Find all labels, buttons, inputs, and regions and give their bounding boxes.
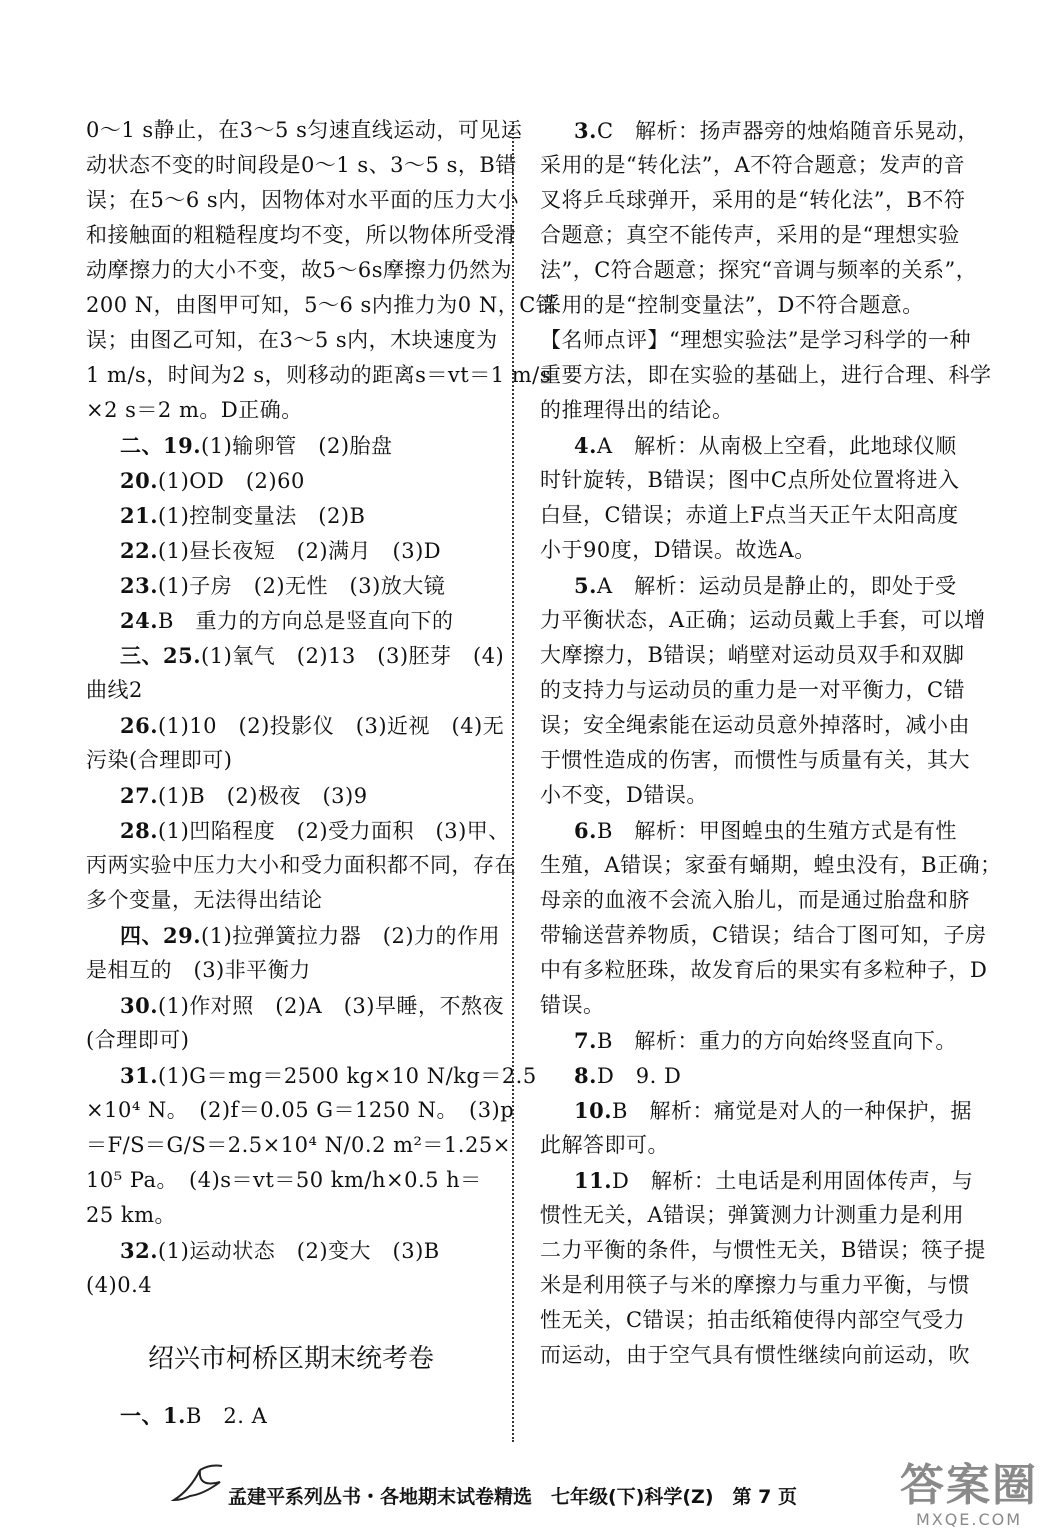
answer-text: B 重力的方向总是竖直向下的 <box>158 609 454 633</box>
answer-line <box>86 1403 496 1428</box>
question-number: 3. <box>574 118 597 143</box>
text-line: 米是利用筷子与米的摩擦力与重力平衡，与惯 <box>540 1273 970 1297</box>
right-column <box>540 118 1002 1378</box>
answer-line <box>86 538 496 563</box>
answer-text: (1)控制变量法 (2)B <box>158 504 366 528</box>
question-number: 24. <box>120 608 159 633</box>
question-number: 31. <box>120 1063 159 1088</box>
text-line: 小不变，D错误。 <box>540 783 708 807</box>
answer-line <box>86 573 496 598</box>
answer-line <box>540 818 957 843</box>
text-line: (合理即可) <box>86 1028 190 1052</box>
question-number: 7. <box>574 1028 597 1053</box>
watermark-logo <box>900 1462 1038 1529</box>
text-line: 1 m/s，时间为2 s，则移动的距离s＝vt＝1 m/s <box>86 363 551 387</box>
answer-text: D 解析：土电话是利用固体传声，与 <box>612 1169 974 1193</box>
text-line: 误；由图乙可知，在3～5 s内，木块速度为 <box>86 328 498 352</box>
answer-text: (1)OD (2)60 <box>158 469 305 493</box>
answer-text: B 2. A <box>185 1404 268 1428</box>
text-line: 的推理得出的结论。 <box>540 398 734 422</box>
answer-line <box>540 1028 957 1053</box>
left-column <box>86 118 558 1438</box>
question-number: 二、19. <box>120 433 202 458</box>
answer-line <box>540 433 957 458</box>
text-line: 小于90度，D错误。故选A。 <box>540 538 816 562</box>
answer-text: (1)凹陷程度 (2)受力面积 (3)甲、 <box>158 819 510 843</box>
text-line: 于惯性造成的伤害，而惯性与质量有关，其大 <box>540 748 970 772</box>
text-line: 白昼，C错误；赤道上F点当天正午太阳高度 <box>540 503 959 527</box>
text-line: 25 km。 <box>86 1203 177 1227</box>
text-line: 错误。 <box>540 993 605 1017</box>
answer-line <box>86 1238 496 1263</box>
question-number: 10. <box>574 1098 613 1123</box>
text-line: 10⁵ Pa。 (4)s＝vt＝50 km/h×0.5 h＝ <box>86 1168 482 1192</box>
text-line: 200 N，由图甲可知，5～6 s内推力为0 N，C错 <box>86 293 558 317</box>
text-line: 重要方法，即在实验的基础上，进行合理、科学 <box>540 363 992 387</box>
question-number: 8. <box>574 1063 597 1088</box>
answer-text: C 解析：扬声器旁的烛焰随音乐晃动， <box>596 119 980 143</box>
text-line: 丙两实验中压力大小和受力面积都不同，存在 <box>86 853 516 877</box>
text-line: 0～1 s静止，在3～5 s匀速直线运动，可见运 <box>86 118 523 142</box>
watermark-url: MXQE.COM <box>915 1510 1023 1529</box>
answer-line <box>86 1063 537 1088</box>
answer-text: (1)作对照 (2)A (3)早睡，不熬夜 <box>158 994 504 1018</box>
answer-line <box>86 468 496 493</box>
answer-line <box>540 1168 974 1193</box>
answer-line <box>86 503 496 528</box>
text-line: 中有多粒胚珠，故发育后的果实有多粒种子，D <box>540 958 988 982</box>
text-line: 叉将乒乓球弹开，采用的是“转化法”，B不符 <box>540 188 966 212</box>
text-line: 采用的是“控制变量法”，D不符合题意。 <box>540 293 924 317</box>
text-line: 的支持力与运动员的重力是一对平衡力，C错 <box>540 678 966 702</box>
answer-text: B 解析：甲图蝗虫的生殖方式是有性 <box>596 819 957 843</box>
text-line: 污染(合理即可) <box>86 748 233 772</box>
question-number: 5. <box>574 573 597 598</box>
answer-line <box>86 923 501 948</box>
text-line: 误；在5～6 s内，因物体对水平面的压力大小 <box>86 188 520 212</box>
text-line: 而运动，由于空气具有惯性继续向前运动，吹 <box>540 1343 970 1367</box>
text-line: ×10⁴ N。 (2)f＝0.05 G＝1250 N。 (3)p <box>86 1098 515 1122</box>
text-line: 动状态不变的时间段是0～1 s、3～5 s，B错 <box>86 153 517 177</box>
text-line: 性无关，C错误；拍击纸箱使得内部空气受力 <box>540 1308 966 1332</box>
answer-text: D 9. D <box>596 1064 682 1088</box>
question-number: 27. <box>120 783 159 808</box>
answer-text: (1)B (2)极夜 (3)9 <box>158 784 368 808</box>
answer-line <box>540 1098 972 1123</box>
column-divider <box>512 122 514 1442</box>
answer-line <box>86 993 504 1018</box>
answer-line <box>540 573 957 598</box>
text-line: 曲线2 <box>86 678 143 702</box>
question-number: 26. <box>120 713 159 738</box>
answer-text: B 解析：重力的方向始终竖直向下。 <box>596 1029 957 1053</box>
text-line: 力平衡状态，A正确；运动员戴上手套，可以增 <box>540 608 986 632</box>
text-line: 和接触面的粗糙程度均不变，所以物体所受滑 <box>86 223 516 247</box>
watermark-title: 答案圈 <box>900 1460 1038 1511</box>
text-line: ×2 s＝2 m。D正确。 <box>86 398 303 422</box>
answer-text: A 解析：运动员是静止的，即处于受 <box>596 574 957 598</box>
question-number: 28. <box>120 818 159 843</box>
answer-text: (1)拉弹簧拉力器 (2)力的作用 <box>201 924 501 948</box>
question-number: 6. <box>574 818 597 843</box>
answer-line <box>540 1063 950 1088</box>
answer-line <box>86 783 496 808</box>
text-line: 时针旋转，B错误；图中C点所处位置将进入 <box>540 468 960 492</box>
text-line: 【名师点评】“理想实验法”是学习科学的一种 <box>540 328 971 352</box>
answer-text: (1)G＝mg＝2500 kg×10 N/kg＝2.5 <box>158 1064 537 1088</box>
answer-text: (1)昼长夜短 (2)满月 (3)D <box>158 539 442 563</box>
answer-line <box>86 643 505 668</box>
text-line: 带输送营养物质，C错误；结合丁图可知，子房 <box>540 923 987 947</box>
text-line: 生殖，A错误；家蚕有蛹期，蝗虫没有，B正确； <box>540 853 1002 877</box>
text-line: 母亲的血液不会流入胎儿，而是通过胎盘和脐 <box>540 888 970 912</box>
answer-text: (1)氧气 (2)13 (3)胚芽 (4) <box>201 644 505 668</box>
answer-line <box>540 118 980 143</box>
text-line: ＝F/S＝G/S＝2.5×10⁴ N/0.2 m²＝1.25× <box>86 1133 511 1157</box>
text-line: 法”，C符合题意；探究“音调与频率的关系”， <box>540 258 978 282</box>
answer-text: B 解析：痛觉是对人的一种保护，据 <box>612 1099 972 1123</box>
text-line: 二力平衡的条件，与惯性无关，B错误；筷子提 <box>540 1238 986 1262</box>
answer-line <box>86 818 510 843</box>
text-line: 惯性无关，A错误；弹簧测力计测重力是利用 <box>540 1203 965 1227</box>
question-number: 30. <box>120 993 159 1018</box>
question-number: 一、1. <box>120 1403 186 1428</box>
question-number: 22. <box>120 538 159 563</box>
answer-text: (1)子房 (2)无性 (3)放大镜 <box>158 574 446 598</box>
footer-text: 孟建平系列丛书・各地期末试卷精选 七年级(下)科学(Z) 第 7 页 <box>228 1486 797 1508</box>
text-line: 动摩擦力的大小不变，故5～6s摩擦力仍然为 <box>86 258 512 282</box>
text-line: 是相互的 (3)非平衡力 <box>86 958 311 982</box>
text-line: 采用的是“转化法”，A不符合题意；发声的音 <box>540 153 966 177</box>
question-number: 4. <box>574 433 597 458</box>
text-line: 多个变量，无法得出结论 <box>86 888 323 912</box>
question-number: 四、29. <box>120 923 202 948</box>
question-number: 32. <box>120 1238 159 1263</box>
section-title: 绍兴市柯桥区期末统考卷 <box>147 1344 434 1374</box>
answer-line <box>86 713 505 738</box>
text-line: 大摩擦力，B错误；峭壁对运动员双手和双脚 <box>540 643 965 667</box>
question-number: 三、25. <box>120 643 202 668</box>
text-line: (4)0.4 <box>86 1273 153 1297</box>
answer-text: (1)输卵管 (2)胎盘 <box>201 434 393 458</box>
answer-text: (1)运动状态 (2)变大 (3)B <box>158 1239 440 1263</box>
answer-text: A 解析：从南极上空看，此地球仪顺 <box>596 434 957 458</box>
text-line: 误；安全绳索能在运动员意外掉落时，减小由 <box>540 713 970 737</box>
question-number: 21. <box>120 503 159 528</box>
question-number: 11. <box>574 1168 613 1193</box>
text-line: 合题意；真空不能传声，采用的是“理想实验 <box>540 223 960 247</box>
answer-text: (1)10 (2)投影仪 (3)近视 (4)无 <box>158 714 505 738</box>
answer-line <box>86 608 496 633</box>
swallow-logo-icon <box>170 1460 226 1512</box>
question-number: 20. <box>120 468 159 493</box>
question-number: 23. <box>120 573 159 598</box>
answer-line <box>86 433 496 458</box>
text-line: 此解答即可。 <box>540 1133 669 1157</box>
